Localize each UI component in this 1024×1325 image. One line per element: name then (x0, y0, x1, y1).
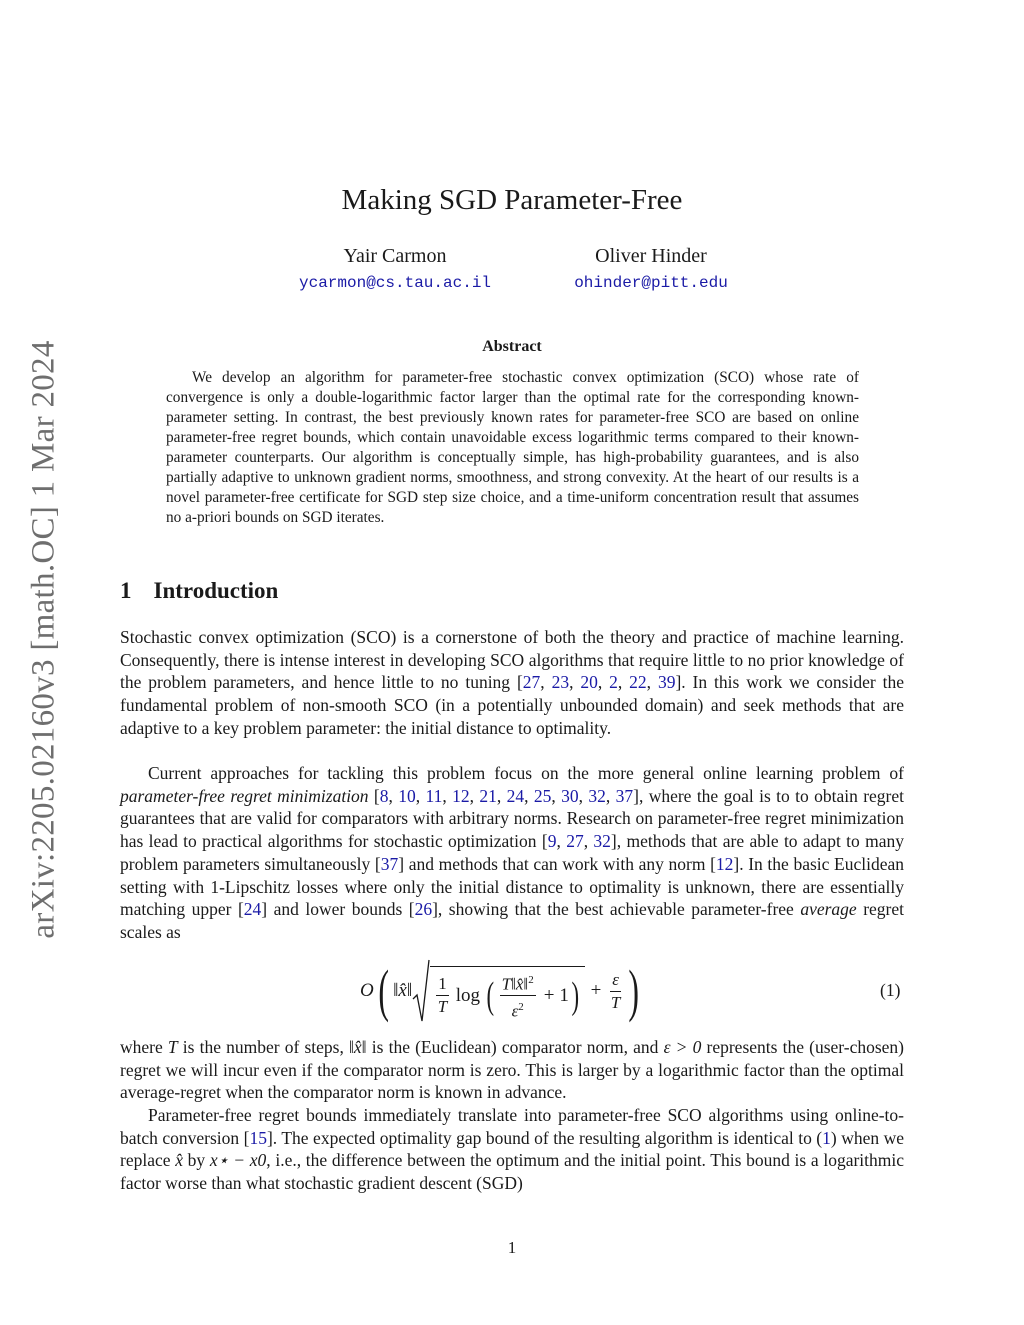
page-number: 1 (507, 1238, 517, 1257)
text: is the number of steps, (177, 1037, 349, 1057)
math-T: T (167, 1037, 178, 1057)
emphasis: average (800, 899, 857, 920)
citation-link[interactable]: 8 (379, 785, 389, 806)
text: ]. The expected optimality gap bound of the resulting algorithm is identical to ( (266, 1127, 823, 1148)
citation-link[interactable]: 24 (243, 899, 262, 920)
text: ], methods that are able to adapt to many problem parameters simultaneously [ (120, 831, 905, 874)
paragraph-3 (120, 1036, 904, 1104)
eq-plus: + (543, 984, 555, 1006)
eq-sqrt (412, 959, 584, 1023)
abstract-text: We develop an algorithm for parameter-free stochastic convex optimization (SCO) whose rate of convergence is only a double-logarithmic factor larger than the optimal rate for the corresponding known-parameter setting. In contrast, the best previously known rates for parameter-free SCO are based on online parameter-free regret bounds, which contain unavoidable excess logarithmic terms compared to their known-parameter counterparts. Our algorithm is conceptually simple, has high-probability guarantees, and is also partially adaptive to unknown gradient norms, smoothness, and strong convexity. At the heart of our results is a novel parameter-free certificate for SGD step size choice, and a time-uniform concentration result that assumes no a-priori bounds on SGD iterates. (166, 369, 859, 526)
citation-link[interactable]: 27 (566, 831, 584, 852)
eq-plus: + (590, 980, 602, 1001)
citation-link[interactable]: 10 (398, 785, 416, 806)
citation-link[interactable]: 11 (425, 785, 443, 806)
text: Current approaches for tackling this problem focus on the more general online learning problem of (148, 763, 904, 783)
text: where (120, 1037, 168, 1057)
author-email-link[interactable]: ohinder@pitt.edu (574, 274, 728, 292)
text: represents the (user-chosen) regret we will incur even if the comparator norm is zero. This is larger by a logarithmic factor than the optimal average-regret when the comparator norm is known in advance. (120, 1037, 905, 1103)
citation-link[interactable]: 39 (657, 672, 676, 693)
citation-link[interactable]: 22 (629, 672, 647, 693)
text: by (182, 1150, 210, 1171)
text: ] and methods that can work with any norm [ (398, 853, 716, 874)
eq-fraction-eps-over-T (610, 969, 621, 1014)
text: regret scales as (120, 899, 904, 942)
equation-number: (1) (880, 980, 901, 1000)
citation-link[interactable]: 32 (588, 785, 606, 806)
citation-link[interactable]: 23 (551, 672, 570, 693)
text: ], showing that the best achievable parameter-free (432, 899, 801, 920)
eq-paren-close: ) (628, 958, 639, 1023)
eq-paren-inner-close: ) (571, 974, 580, 1017)
citation-link[interactable]: 27 (522, 672, 541, 693)
eq-fraction-1-over-T (436, 973, 449, 1018)
eq-fraction-inner (500, 969, 536, 1023)
author-email-link[interactable]: ycarmon@cs.tau.ac.il (298, 274, 492, 292)
citation-link[interactable]: 30 (561, 785, 579, 806)
abstract-heading: Abstract (482, 338, 542, 355)
citation-link[interactable]: 32 (593, 831, 611, 852)
citation-link[interactable]: 24 (506, 785, 525, 806)
text: is the (Euclidean) comparator norm, and (366, 1037, 664, 1057)
author-name: Yair Carmon (343, 245, 447, 267)
denominator: T (610, 992, 621, 1012)
eq-big-o: O (360, 980, 374, 1001)
numerator: T‖x̂‖$^2$ (500, 969, 536, 997)
citation-link[interactable]: 37 (380, 853, 399, 874)
text: , i.e., the difference between the optimum and the initial point. This bound is a logarithmic factor worse than what stochastic gradient descent (SGD) (120, 1150, 905, 1194)
paragraph-1: Stochastic convex optimization (SCO) is a cornerstone of both the theory and practice of machine learning. Consequently, there is intense interest in developing SCO algorithms that require little to no prior knowledge of the problem parameters, and hence little to no tuning [27, 23, 20, 2, 22, 39]. In this work we consider the fundamental problem of non-smooth SCO (in a potentially unbounded domain) and seek methods that are adaptive to a key problem parameter: the initial distance to optimality. (120, 627, 904, 738)
arxiv-identifier (22, 333, 66, 945)
math-xnorm: ‖x̂‖ (349, 1037, 367, 1057)
citation-link[interactable]: 12 (452, 785, 470, 806)
equation-ref-link[interactable]: 1 (822, 1127, 831, 1148)
math-xhat: x̂ (175, 1150, 183, 1171)
text: ]. In the basic Euclidean setting with 1-Lipschitz losses where only the initial distance to optimality is unknown, there are essentially matching upper [ (120, 853, 904, 920)
text: ] and lower bounds [ (261, 899, 415, 920)
denominator: T (437, 997, 448, 1017)
denominator: $\varepsilon^2$ (511, 1001, 524, 1021)
paragraph-4 (120, 1104, 904, 1195)
author-2 (556, 245, 746, 292)
emphasis: parameter-free regret minimization (120, 785, 369, 806)
arxiv-id-text: arXiv:2205.02160v3 [math.OC] 1 Mar 2024 (25, 339, 62, 939)
eq-log: log (455, 984, 480, 1006)
math-eps-cond: ε > 0 (663, 1037, 702, 1057)
section-title: Introduction (153, 578, 279, 603)
math-diff: x⋆ − x0 (209, 1150, 267, 1171)
author-name: Oliver Hinder (595, 245, 707, 267)
eq-norm-xhat: ‖x̂‖ (393, 980, 413, 1001)
text: ], where the goal is to to obtain regret guarantees that are valid for comparators with arbitrary norms. Research on parameter-free regret minimization has lead to practical algorithms for stochastic optimization [ (120, 785, 905, 852)
paper-title: Making SGD Parameter-Free (341, 184, 683, 216)
citation-link[interactable]: 26 (414, 899, 433, 920)
citation-link[interactable]: 37 (615, 785, 634, 806)
section-number: 1 (120, 578, 132, 603)
eq-one: 1 (559, 984, 569, 1006)
citation-link[interactable]: 2 (609, 672, 618, 693)
sqrt-symbol (412, 959, 430, 1023)
equation-1 (360, 958, 643, 1024)
citation-link[interactable]: 25 (533, 785, 552, 806)
citation-link[interactable]: 21 (479, 785, 497, 806)
citation-link[interactable]: 9 (547, 831, 557, 852)
paragraph-2: Current approaches for tackling this problem focus on the more general online learning problem of parameter-free regret minimization [8, 10, 11, 12, 21, 24, 25, 30, 32, 37], where the goal is to to obtain regret guarantees that are valid for comparators with arbitrary norms. Research on parameter-free regret minimization has lead to practical algorithms for stochastic optimization [9, 27, 32], methods that are able to adapt to many problem parameters simultaneously [37] and methods that can work with any norm [12]. In the basic Euclidean setting with 1-Lipschitz losses where only the initial distance to optimality is unknown, there are essentially matching upper [24] and lower bounds [26], showing that the best achievable parameter-free average regret scales as (120, 763, 905, 942)
text: Parameter-free regret bounds immediately translate into parameter-free SCO algorithms using online-to-batch conversion [ (120, 1105, 904, 1148)
citation-link[interactable]: 12 (715, 853, 734, 874)
numerator: ε (610, 969, 621, 992)
text: ]. In this work we consider the fundamental problem of non-smooth SCO (in a potentially unbounded domain) and seek methods that are adaptive to a key problem parameter: the initial distance to optimality. (120, 672, 904, 738)
text: Stochastic convex optimization (SCO) is a cornerstone of both the theory and practice of machine learning. Consequently, there is intense interest in developing SCO algorithms that require little to no prior knowledge of the problem parameters, and hence little to no tuning [ (120, 627, 904, 693)
citation-link[interactable]: 20 (580, 672, 598, 693)
citation-link[interactable]: 15 (249, 1127, 267, 1148)
numerator: 1 (436, 973, 449, 996)
text: ) when we replace (120, 1127, 904, 1171)
eq-paren-inner-open: ( (486, 974, 495, 1017)
eq-radicand (430, 966, 584, 1023)
section-heading (120, 578, 278, 604)
author-1 (282, 245, 508, 292)
eq-paren-open: ( (378, 958, 389, 1023)
